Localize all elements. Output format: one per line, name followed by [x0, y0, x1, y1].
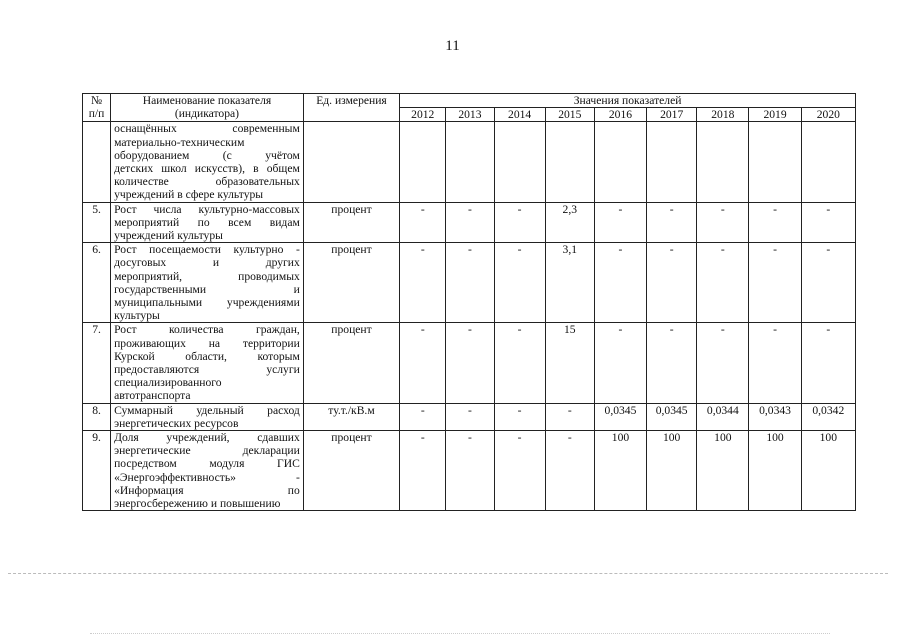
indicator-name-line: государственными и — [114, 282, 300, 296]
indicator-value: - — [801, 323, 855, 403]
indicator-name-line: оборудованием (с учётом — [114, 148, 300, 162]
indicator-value: - — [801, 202, 855, 243]
indicator-value: 100 — [749, 431, 801, 511]
indicator-value: - — [400, 243, 446, 323]
indicator-name — [111, 122, 304, 202]
header-year: 2019 — [749, 108, 801, 122]
indicator-value: 15 — [545, 323, 594, 403]
indicator-value — [594, 122, 646, 202]
indicator-name-line: учреждений в сфере культуры — [114, 188, 264, 202]
indicator-value: 0,0345 — [647, 403, 697, 430]
header-year: 2013 — [446, 108, 494, 122]
indicator-value: - — [647, 323, 697, 403]
indicator-name-line: проживающих на территории — [114, 336, 300, 350]
indicator-value: - — [494, 403, 545, 430]
indicator-name-line: «Информация по — [114, 483, 300, 497]
indicator-value: - — [446, 323, 494, 403]
table-row — [83, 202, 856, 243]
indicator-value: - — [594, 202, 646, 243]
indicator-value: - — [749, 323, 801, 403]
indicator-value: - — [697, 243, 749, 323]
indicator-name-line: посредством модуля ГИС — [114, 457, 300, 471]
indicator-name-line: детских школ искусств), в общем — [114, 162, 300, 176]
indicator-name — [111, 323, 304, 403]
header-values-group: Значения показателей — [400, 94, 856, 108]
header-row-1 — [83, 94, 856, 108]
indicator-value — [697, 122, 749, 202]
indicator-name-line: Рост количества граждан, — [114, 323, 300, 337]
scan-edge-line — [8, 573, 888, 574]
indicator-value — [647, 122, 697, 202]
scan-edge-line-lower — [90, 633, 830, 634]
indicator-name-line: энергетических ресурсов — [114, 416, 239, 430]
indicator-value: - — [749, 202, 801, 243]
row-number: 6. — [83, 243, 111, 323]
indicator-value: - — [446, 202, 494, 243]
indicator-value: 0,0342 — [801, 403, 855, 430]
indicator-value: - — [494, 202, 545, 243]
indicator-name-line: «Энергоэффективность» - — [114, 470, 300, 484]
indicator-value: - — [446, 431, 494, 511]
header-year: 2012 — [400, 108, 446, 122]
indicator-value: - — [545, 431, 594, 511]
unit-of-measure: ту.т./кВ.м — [303, 403, 399, 430]
indicator-name-line: Курской области, которым — [114, 349, 300, 363]
header-year: 2020 — [801, 108, 855, 122]
indicator-value: - — [494, 243, 545, 323]
table-row — [83, 122, 856, 202]
indicator-value — [545, 122, 594, 202]
indicator-name-line: материально-техническим — [114, 135, 245, 149]
indicator-value: - — [446, 403, 494, 430]
indicator-value — [400, 122, 446, 202]
indicator-name-line: учреждений культуры — [114, 229, 223, 243]
unit-of-measure: процент — [303, 323, 399, 403]
indicator-value: - — [400, 431, 446, 511]
row-number: 9. — [83, 431, 111, 511]
indicator-value: - — [400, 403, 446, 430]
unit-of-measure — [303, 122, 399, 202]
row-number: 8. — [83, 403, 111, 430]
indicator-value: - — [647, 202, 697, 243]
indicator-value: 0,0345 — [594, 403, 646, 430]
indicator-name-line: мероприятий по всем видам — [114, 215, 300, 229]
header-year: 2017 — [647, 108, 697, 122]
indicator-name-line: Суммарный удельный расход — [114, 403, 300, 417]
header-year: 2014 — [494, 108, 545, 122]
indicator-name-line: энергосбережению и повышению — [114, 497, 281, 511]
indicator-value: - — [697, 202, 749, 243]
indicator-name-line: досуговых и других — [114, 256, 300, 270]
indicator-name-line: культуры — [114, 309, 160, 323]
indicator-value: 0,0344 — [697, 403, 749, 430]
indicator-name — [111, 403, 304, 430]
indicator-name-line: оснащённых современным — [114, 122, 300, 136]
indicator-value: - — [801, 243, 855, 323]
table-row — [83, 431, 856, 511]
indicator-name-line: предоставляются услуги — [114, 363, 300, 377]
row-number: 5. — [83, 202, 111, 243]
indicator-value: 3,1 — [545, 243, 594, 323]
indicator-value: - — [594, 243, 646, 323]
indicator-name-line: Рост числа культурно-массовых — [114, 202, 300, 216]
indicator-value: - — [494, 431, 545, 511]
page-number: 11 — [445, 38, 460, 54]
unit-of-measure: процент — [303, 243, 399, 323]
table-row — [83, 403, 856, 430]
indicator-value: - — [697, 323, 749, 403]
header-year: 2018 — [697, 108, 749, 122]
indicator-name-line: Доля учреждений, сдавших — [114, 431, 300, 445]
indicator-value: - — [647, 243, 697, 323]
table-row — [83, 243, 856, 323]
header-num: № п/п — [83, 94, 111, 122]
indicator-value: - — [494, 323, 545, 403]
header-name: Наименование показателя (индикатора) — [111, 94, 304, 122]
indicator-value: - — [594, 323, 646, 403]
indicator-value: 100 — [801, 431, 855, 511]
unit-of-measure: процент — [303, 202, 399, 243]
indicator-value: - — [749, 243, 801, 323]
unit-of-measure: процент — [303, 431, 399, 511]
indicator-value — [494, 122, 545, 202]
indicator-value: 100 — [697, 431, 749, 511]
header-unit: Ед. измерения — [303, 94, 399, 122]
indicator-value: - — [400, 323, 446, 403]
indicator-value — [801, 122, 855, 202]
header-year: 2015 — [545, 108, 594, 122]
indicator-value — [446, 122, 494, 202]
table-row — [83, 323, 856, 403]
indicator-name-line: мероприятий, проводимых — [114, 269, 300, 283]
indicator-value: 100 — [647, 431, 697, 511]
indicator-name-line: энергетические декларации — [114, 444, 300, 458]
indicator-name — [111, 202, 304, 243]
indicator-value: - — [400, 202, 446, 243]
indicator-name-line: автотранспорта — [114, 389, 191, 403]
indicator-name-line: Рост посещаемости культурно - — [114, 243, 300, 257]
row-number: 7. — [83, 323, 111, 403]
indicator-value: 0,0343 — [749, 403, 801, 430]
indicator-value: - — [545, 403, 594, 430]
indicator-name — [111, 243, 304, 323]
indicator-value: - — [446, 243, 494, 323]
indicator-value — [749, 122, 801, 202]
header-year: 2016 — [594, 108, 646, 122]
row-number — [83, 122, 111, 202]
indicator-value: 2,3 — [545, 202, 594, 243]
indicator-name-line: специализированного — [114, 376, 222, 390]
table-body — [83, 122, 856, 511]
indicator-name — [111, 431, 304, 511]
indicator-value: 100 — [594, 431, 646, 511]
indicator-name-line: муниципальными учреждениями — [114, 296, 300, 310]
indicators-table — [82, 93, 856, 511]
indicator-name-line: количестве образовательных — [114, 175, 300, 189]
